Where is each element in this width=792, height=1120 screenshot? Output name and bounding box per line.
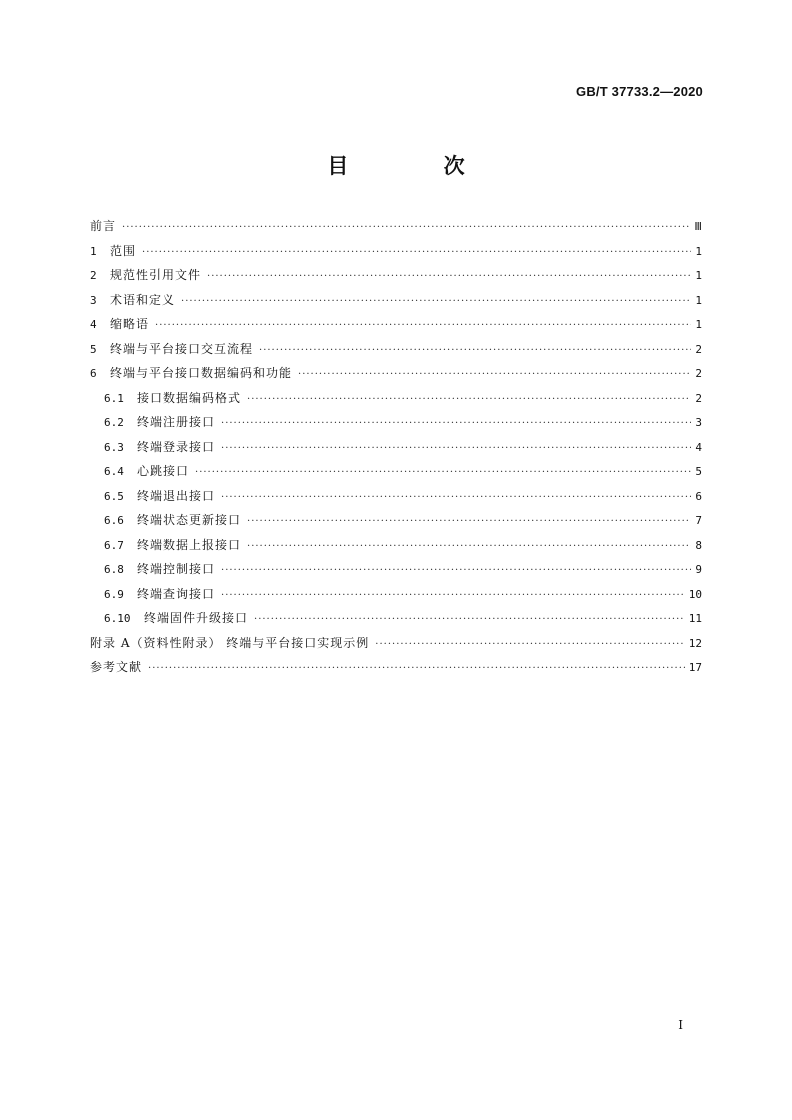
- toc-entry-number: 1: [90, 244, 97, 258]
- toc-entry-6-9[interactable]: [90, 582, 702, 607]
- toc-entry-label: 心跳接口: [137, 464, 190, 478]
- toc-entry-page: 1: [695, 318, 702, 331]
- toc-leader-dots: [298, 363, 691, 388]
- toc-leader-dots: [254, 608, 685, 633]
- toc-entry-6-10[interactable]: [90, 606, 702, 631]
- toc-leader-dots: [221, 437, 691, 462]
- toc-entry-6-3[interactable]: [90, 435, 702, 460]
- toc-entry-number: 6.3: [104, 440, 124, 454]
- toc-entry-6-7[interactable]: [90, 533, 702, 558]
- toc-entry-label: 终端查询接口: [137, 586, 216, 601]
- toc-entry-label: 术语和定义: [110, 292, 176, 307]
- toc-entry-label: 缩略语: [110, 317, 150, 331]
- toc-entry-label: 终端数据上报接口: [137, 537, 242, 552]
- toc-leader-dots: [155, 314, 691, 339]
- toc-entry-page: 7: [695, 514, 702, 527]
- toc-entry-label: 终端登录接口: [137, 439, 216, 454]
- toc-entry-page: 2: [695, 367, 702, 380]
- page-title: 目 次: [327, 154, 509, 178]
- toc-entry-6-8[interactable]: [90, 557, 702, 582]
- toc-entry-foreword[interactable]: [90, 214, 702, 239]
- toc-entry-label: 前言: [90, 219, 117, 233]
- toc-entry-5[interactable]: [90, 337, 702, 362]
- toc-entry-page: 1: [695, 293, 702, 307]
- toc-entry-page: 2: [695, 342, 702, 356]
- toc-leader-dots: [142, 241, 691, 266]
- toc-entry-6-1[interactable]: [90, 386, 702, 411]
- toc-entry-label: 范围: [110, 243, 137, 258]
- toc-entry-page: 10: [688, 587, 702, 601]
- toc-entry-label: 终端与平台接口数据编码和功能: [110, 366, 293, 380]
- toc-entry-3[interactable]: [90, 288, 702, 313]
- toc-leader-dots: [122, 216, 690, 241]
- toc-entry-label: 附录 A（资料性附录） 终端与平台接口实现示例: [90, 635, 370, 650]
- toc-entry-label: 接口数据编码格式: [137, 390, 242, 405]
- toc-entry-6-2[interactable]: [90, 410, 702, 435]
- toc-entry-number: 6.10: [104, 612, 131, 625]
- table-of-contents: [90, 214, 702, 680]
- toc-entry-number: 6.9: [104, 587, 124, 601]
- toc-entry-page: 12: [688, 636, 702, 650]
- toc-entry-number: 6.6: [104, 514, 124, 527]
- toc-entry-4[interactable]: [90, 312, 702, 337]
- toc-entry-page: 11: [688, 612, 702, 625]
- toc-entry-number: 2: [90, 269, 97, 282]
- toc-leader-dots: [195, 461, 691, 486]
- toc-entry-number: 5: [90, 342, 97, 356]
- toc-leader-dots: [207, 265, 691, 290]
- toc-entry-2[interactable]: [90, 263, 702, 288]
- toc-entry-label: 终端控制接口: [137, 562, 216, 576]
- toc-entry-6[interactable]: [90, 361, 702, 386]
- toc-leader-dots: [148, 657, 685, 682]
- toc-entry-page: 2: [695, 391, 702, 405]
- toc-leader-dots: [247, 535, 691, 560]
- toc-leader-dots: [181, 290, 691, 315]
- toc-entry-page: Ⅲ: [694, 220, 702, 233]
- toc-leader-dots: [247, 510, 691, 535]
- toc-entry-number: 3: [90, 293, 97, 307]
- toc-entry-label: 终端注册接口: [137, 415, 216, 429]
- toc-leader-dots: [221, 486, 691, 511]
- toc-entry-page: 1: [695, 269, 702, 282]
- toc-entry-label: 终端固件升级接口: [144, 611, 249, 625]
- toc-entry-number: 6.7: [104, 538, 124, 552]
- toc-entry-page: 1: [695, 244, 702, 258]
- toc-entry-number: 6.5: [104, 489, 124, 503]
- toc-entry-page: 8: [695, 538, 702, 552]
- toc-entry-number: 6: [90, 367, 97, 380]
- toc-entry-number: 6.1: [104, 391, 124, 405]
- toc-leader-dots: [259, 339, 691, 364]
- toc-entry-1[interactable]: [90, 239, 702, 264]
- toc-entry-page: 6: [695, 489, 702, 503]
- toc-leader-dots: [221, 412, 691, 437]
- toc-entry-number: 6.4: [104, 465, 124, 478]
- toc-entry-number: 6.2: [104, 416, 124, 429]
- toc-entry-label: 参考文献: [90, 660, 143, 674]
- toc-entry-page: 5: [695, 465, 702, 478]
- toc-leader-dots: [221, 559, 691, 584]
- toc-leader-dots: [221, 584, 685, 609]
- toc-entry-page: 3: [695, 416, 702, 429]
- toc-entry-page: 17: [688, 661, 702, 674]
- toc-leader-dots: [375, 633, 684, 658]
- toc-entry-label: 规范性引用文件: [110, 268, 202, 282]
- toc-entry-references[interactable]: [90, 655, 702, 680]
- toc-entry-number: 4: [90, 318, 97, 331]
- toc-entry-page: 9: [695, 563, 702, 576]
- toc-entry-6-6[interactable]: [90, 508, 702, 533]
- toc-entry-6-5[interactable]: [90, 484, 702, 509]
- toc-entry-appendix-a[interactable]: [90, 631, 702, 656]
- toc-entry-6-4[interactable]: [90, 459, 702, 484]
- toc-entry-number: 6.8: [104, 563, 124, 576]
- toc-leader-dots: [247, 388, 691, 413]
- toc-entry-label: 终端退出接口: [137, 488, 216, 503]
- footer-page-number: I: [678, 1018, 683, 1032]
- standard-number: GB/T 37733.2—2020: [576, 84, 703, 99]
- toc-entry-label: 终端状态更新接口: [137, 513, 242, 527]
- toc-entry-page: 4: [695, 440, 702, 454]
- toc-entry-label: 终端与平台接口交互流程: [110, 341, 254, 356]
